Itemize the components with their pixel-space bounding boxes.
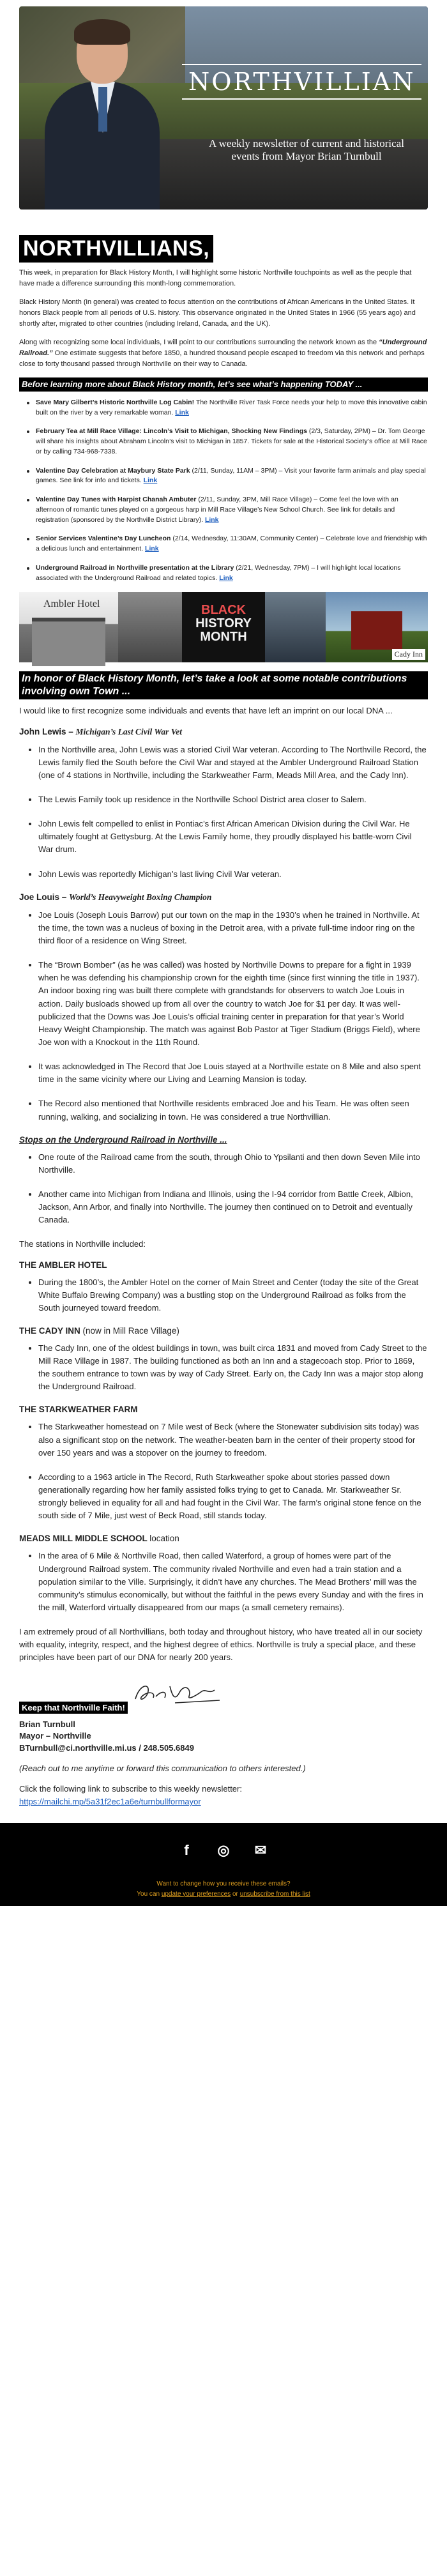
cady-inn-photo xyxy=(326,592,428,662)
louis-list xyxy=(19,909,428,1124)
subscribe-link[interactable]: https://mailchi.mp/5a31f2ec1a6e/turnbullformayor xyxy=(19,1797,201,1807)
lewis-bullet: • The Lewis Family took up residence in the Northville School District area closer to Salem. xyxy=(38,793,428,806)
footer-line-1: Want to change how you receive these emails? xyxy=(156,1880,291,1887)
black-history-month-graphic: BLACK HISTORY MONTH xyxy=(182,592,265,662)
cady-bullet: • The Cady Inn, one of the oldest buildings in town, was built circa 1831 and moved from Cady Street to the Mill Race Village in 1987. The building functioned as both an Inn and a stagecoach stop. Prior to 1869, the southern entrance to town was by way of Cady Street. Early on, the Cady Inn was a major stop along the Underground Railroad. xyxy=(38,1342,428,1394)
footer-text xyxy=(0,1879,447,1900)
event-link[interactable]: Link xyxy=(204,515,219,524)
louis-bullet: • It was acknowledged in The Record that Joe Louis stayed at a Northville estate on 8 Mile and also spent time in the same vicinity where our Living and Learning Mansion is today. xyxy=(38,1060,428,1086)
event-link[interactable]: Link xyxy=(175,408,189,416)
unsubscribe-link[interactable]: unsubscribe from this list xyxy=(239,1890,310,1898)
starkweather-bullet: • According to a 1963 article in The Record, Ruth Starkweather spoke about stories passed down generationally regarding how her family assisted folks trying to get to Canada. Mr. Starkweather Sr. strongly believed in equality for all and had fought in the Civil War. The farm’s original stone fence on the south side of 7 Mile, just west of Beck Road, still stands today. xyxy=(38,1471,428,1523)
signature-image xyxy=(130,1677,226,1708)
stations-intro: The stations in Northville included: xyxy=(19,1239,146,1249)
subscribe-text: Click the following link to subscribe to this weekly newsletter: xyxy=(19,1784,242,1794)
intro-paragraph-1: This week, in preparation for Black History Month, I will highlight some historic Northville touchpoints as well as the people that have made a difference surrounding this month-long commemoration. xyxy=(19,269,412,288)
update-preferences-link[interactable]: update your preferences xyxy=(161,1890,231,1898)
cady-list xyxy=(19,1342,428,1394)
railroad-bullet: • Another came into Michigan from Indiana and Illinois, using the I-94 corridor from Battle Creek, Albion, Jackson, Ann Arbor, and finally into Northville. The journey then continued on to Detroit and eventually Canada. xyxy=(38,1188,428,1226)
signer-contact: BTurnbull@ci.northville.mi.us / 248.505.6849 xyxy=(19,1743,194,1753)
event-link[interactable]: Link xyxy=(143,476,158,485)
forward-note: (Reach out to me anytime or forward this communication to others interested.) xyxy=(19,1764,306,1774)
starkweather-bullet: • The Starkweather homestead on 7 Mile west of Beck (where the Stonewater subdivision sits today) was also a significant stop on the network. The weather-beaten barn in the center of their property stood for over 150 years and was a stopover on the journey to freedom. xyxy=(38,1421,428,1459)
joe-louis-photo xyxy=(265,592,326,662)
event-item: Valentine Day Celebration at Maybury State Park (2/11, Sunday, 11AM – 3PM) – Visit your favorite farm animals and play special games. See link for info and tickets. Link xyxy=(19,466,428,487)
intro-paragraph-3: Along with recognizing some local individuals, I will point to our contributions surrounding the network known as the “Underground Railroad.” One estimate suggests that before 1850, a hundred thousand people escaped to freedom via this network and perhaps close to forty thousand passed through Northville on their way to Canada. xyxy=(19,339,427,369)
event-item: Underground Railroad in Northville presentation at the Library (2/21, Wednesday, 7PM) – I will highlight local locations associated with the Underground Railroad and related topics. Link xyxy=(19,563,428,584)
lewis-bullet: • John Lewis felt compelled to enlist in Pontiac’s first African American Division during the Civil War. He ultimately fought at Gettysburg. At the Lewis Family home, they proudly displayed his battle-worn Civil War drum. xyxy=(38,818,428,856)
louis-bullet: • The Record also mentioned that Northville residents embraced Joe and his Team. He was often seen running, walking, and socializing in town. He was considered a true Northvillian. xyxy=(38,1097,428,1123)
louis-heading: Joe Louis – World’s Heavyweight Boxing Champion xyxy=(19,892,212,902)
honor-banner: In honor of Black History Month, let’s take a look at some notable contributions involving own Town ... xyxy=(19,671,428,699)
newsletter-title: NORTHVILLIAN xyxy=(182,64,421,100)
newsletter-tagline: A weekly newsletter of current and historical events from Mayor Brian Turnbull xyxy=(209,137,404,163)
event-item: February Tea at Mill Race Village: Lincoln’s Visit to Michigan, Shocking New Findings (2/3, Saturday, 2PM) – Dr. Tom George will share his insights about Abraham Lincoln’s visit to Michigan in 1857. Tickets for sale at the Historical Society’s office at Mill Race or by calling 734-968-7338. xyxy=(19,427,428,457)
meads-bullet: • In the area of 6 Mile & Northville Road, then called Waterford, a group of homes were part of the Underground Railroad system. The community rivaled Northville and even had a train station and a population similar to the Ville. Surprisingly, it didn’t have any churches. The Mead Brothers’ mill was the community’s stimulus economically, but without the faithful in the pews every Sunday and with the fires in the mill, Waterford virtually disappeared from our maps (a small cemetery remains). xyxy=(38,1550,428,1614)
honor-intro: I would like to first recognize some individuals and events that have left an imprint on our local DNA ... xyxy=(19,706,393,716)
event-item: Senior Services Valentine’s Day Luncheon (2/14, Wednesday, 11:30AM, Community Center) – Celebrate love and friendship with a delicious lunch and entertainment. Link xyxy=(19,534,428,554)
page-title: NORTHVILLIANS, xyxy=(19,235,213,263)
railroad-bullet: • One route of the Railroad came from the south, through Ohio to Ypsilanti and then down Seven Mile into Northville. xyxy=(38,1151,428,1177)
meads-heading: MEADS MILL MIDDLE SCHOOL location xyxy=(19,1534,179,1544)
signer-role: Mayor – Northville xyxy=(19,1731,91,1741)
closing-paragraph: I am extremely proud of all Northvillians, both today and throughout history, who have treated all in our society with equality, integrity, respect, and the highest degree of ethics. Northville is truly a special place, and these principles have been part of our DNA for nearly 200 years. xyxy=(19,1627,423,1663)
facebook-icon[interactable]: f xyxy=(184,1841,189,1858)
ambler-hotel-label: Ambler Hotel xyxy=(43,598,100,610)
railroad-heading: Stops on the Underground Railroad in Northville ... xyxy=(19,1134,227,1145)
intro-paragraph-2: Black History Month (in general) was created to focus attention on the contributions of African Americans in the United States. It honors Black people from all periods of U.S. history. This observance originated in the United States in 1966 (55 years ago) and shortly after, migrated to other countries (including Ireland, Canada, and the UK). xyxy=(19,298,416,328)
starkweather-list xyxy=(19,1421,428,1522)
starkweather-heading: THE STARKWEATHER FARM xyxy=(19,1405,138,1415)
email-icon[interactable]: ✉ xyxy=(254,1841,267,1858)
history-collage xyxy=(19,592,428,662)
ambler-bullet: • During the 1800’s, the Ambler Hotel on the corner of Main Street and Center (today the site of the Great White Buffalo Brewing Company) was a bustling stop on the Underground Railroad as folks from the South journeyed toward freedom. xyxy=(38,1276,428,1315)
mayor-photo xyxy=(45,18,166,210)
events-banner: Before learning more about Black History month, let’s see what’s happening TODAY ... xyxy=(19,377,428,392)
ambler-hotel-photo xyxy=(19,592,118,662)
newsletter xyxy=(19,0,428,1809)
event-link[interactable]: Link xyxy=(145,545,159,553)
ambler-heading: THE AMBLER HOTEL xyxy=(19,1260,107,1270)
lewis-heading: John Lewis – Michigan’s Last Civil War Vet xyxy=(19,726,183,736)
event-link[interactable]: Link xyxy=(219,574,233,582)
louis-bullet: • Joe Louis (Joseph Louis Barrow) put our town on the map in the 1930’s when he trained in Northville. At the time, the town was a nucleus of boxing in the Detroit area, with a private full-time indoor ring on the third floor of a residence on Wing Street. xyxy=(38,909,428,947)
meads-list xyxy=(19,1550,428,1614)
lewis-photo xyxy=(118,592,182,662)
keep-faith-banner: Keep that Northville Faith! xyxy=(19,1702,128,1714)
footer xyxy=(0,1823,447,1906)
lewis-list xyxy=(19,743,428,881)
footer-line-2: You can update your preferences or unsubscribe from this list xyxy=(137,1890,310,1898)
signer-name: Brian Turnbull xyxy=(19,1719,75,1729)
social-icons xyxy=(0,1842,447,1859)
lewis-bullet: • In the Northville area, John Lewis was a storied Civil War veteran. According to The Northville Record, the Lewis family fled the South before the Civil War and stayed at the Ambler Underground Railroad Station (one of 4 stations in Northville, including the Starkweather Farm, Meads Mill Area, and the Cady Inn). xyxy=(38,743,428,782)
lewis-bullet: • John Lewis was reportedly Michigan’s last living Civil War veteran. xyxy=(38,868,428,881)
article-body xyxy=(19,705,428,1808)
event-item: Valentine Day Tunes with Harpist Chanah Ambuter (2/11, Sunday, 3PM, Mill Race Village) – Come feel the love with an afternoon of romantic tunes played on a gorgeous harp in Mill Race Village’s New School Church. See link for details and registration (sponsored by the Northville District Library). Link xyxy=(19,495,428,525)
cady-inn-label: Cady Inn xyxy=(392,649,425,660)
railroad-list xyxy=(19,1151,428,1227)
signature-block xyxy=(19,1719,428,1755)
events-list xyxy=(19,398,428,584)
louis-bullet: • The “Brown Bomber” (as he was called) was hosted by Northville Downs to prepare for a fight in 1939 when he was defending his championship crown for the eighth time (since first winning the title in 1937). An indoor boxing ring was built there complete with grandstands for observers to watch Joe Louis in action. Daily busloads showed up from all over the country to watch Joe for $1 per day. It was well-publicized that the Downs was Joe Louis’s official training center in preparation for that year’s World Heavy Weight Championship. The match was against Bob Pastor at Tiger Stadium (Briggs Field), where Joe won with a Knockout in the 11th Round. xyxy=(38,959,428,1049)
cady-heading: THE CADY INN (now in Mill Race Village) xyxy=(19,1325,179,1336)
event-item: Save Mary Gilbert’s Historic Northville Log Cabin! The Northville River Task Force needs your help to move this innovative cabin built on the river by a very remarkable woman. Link xyxy=(19,398,428,418)
ambler-list xyxy=(19,1276,428,1315)
instagram-icon[interactable]: ◎ xyxy=(217,1841,230,1858)
header-banner xyxy=(19,6,428,210)
